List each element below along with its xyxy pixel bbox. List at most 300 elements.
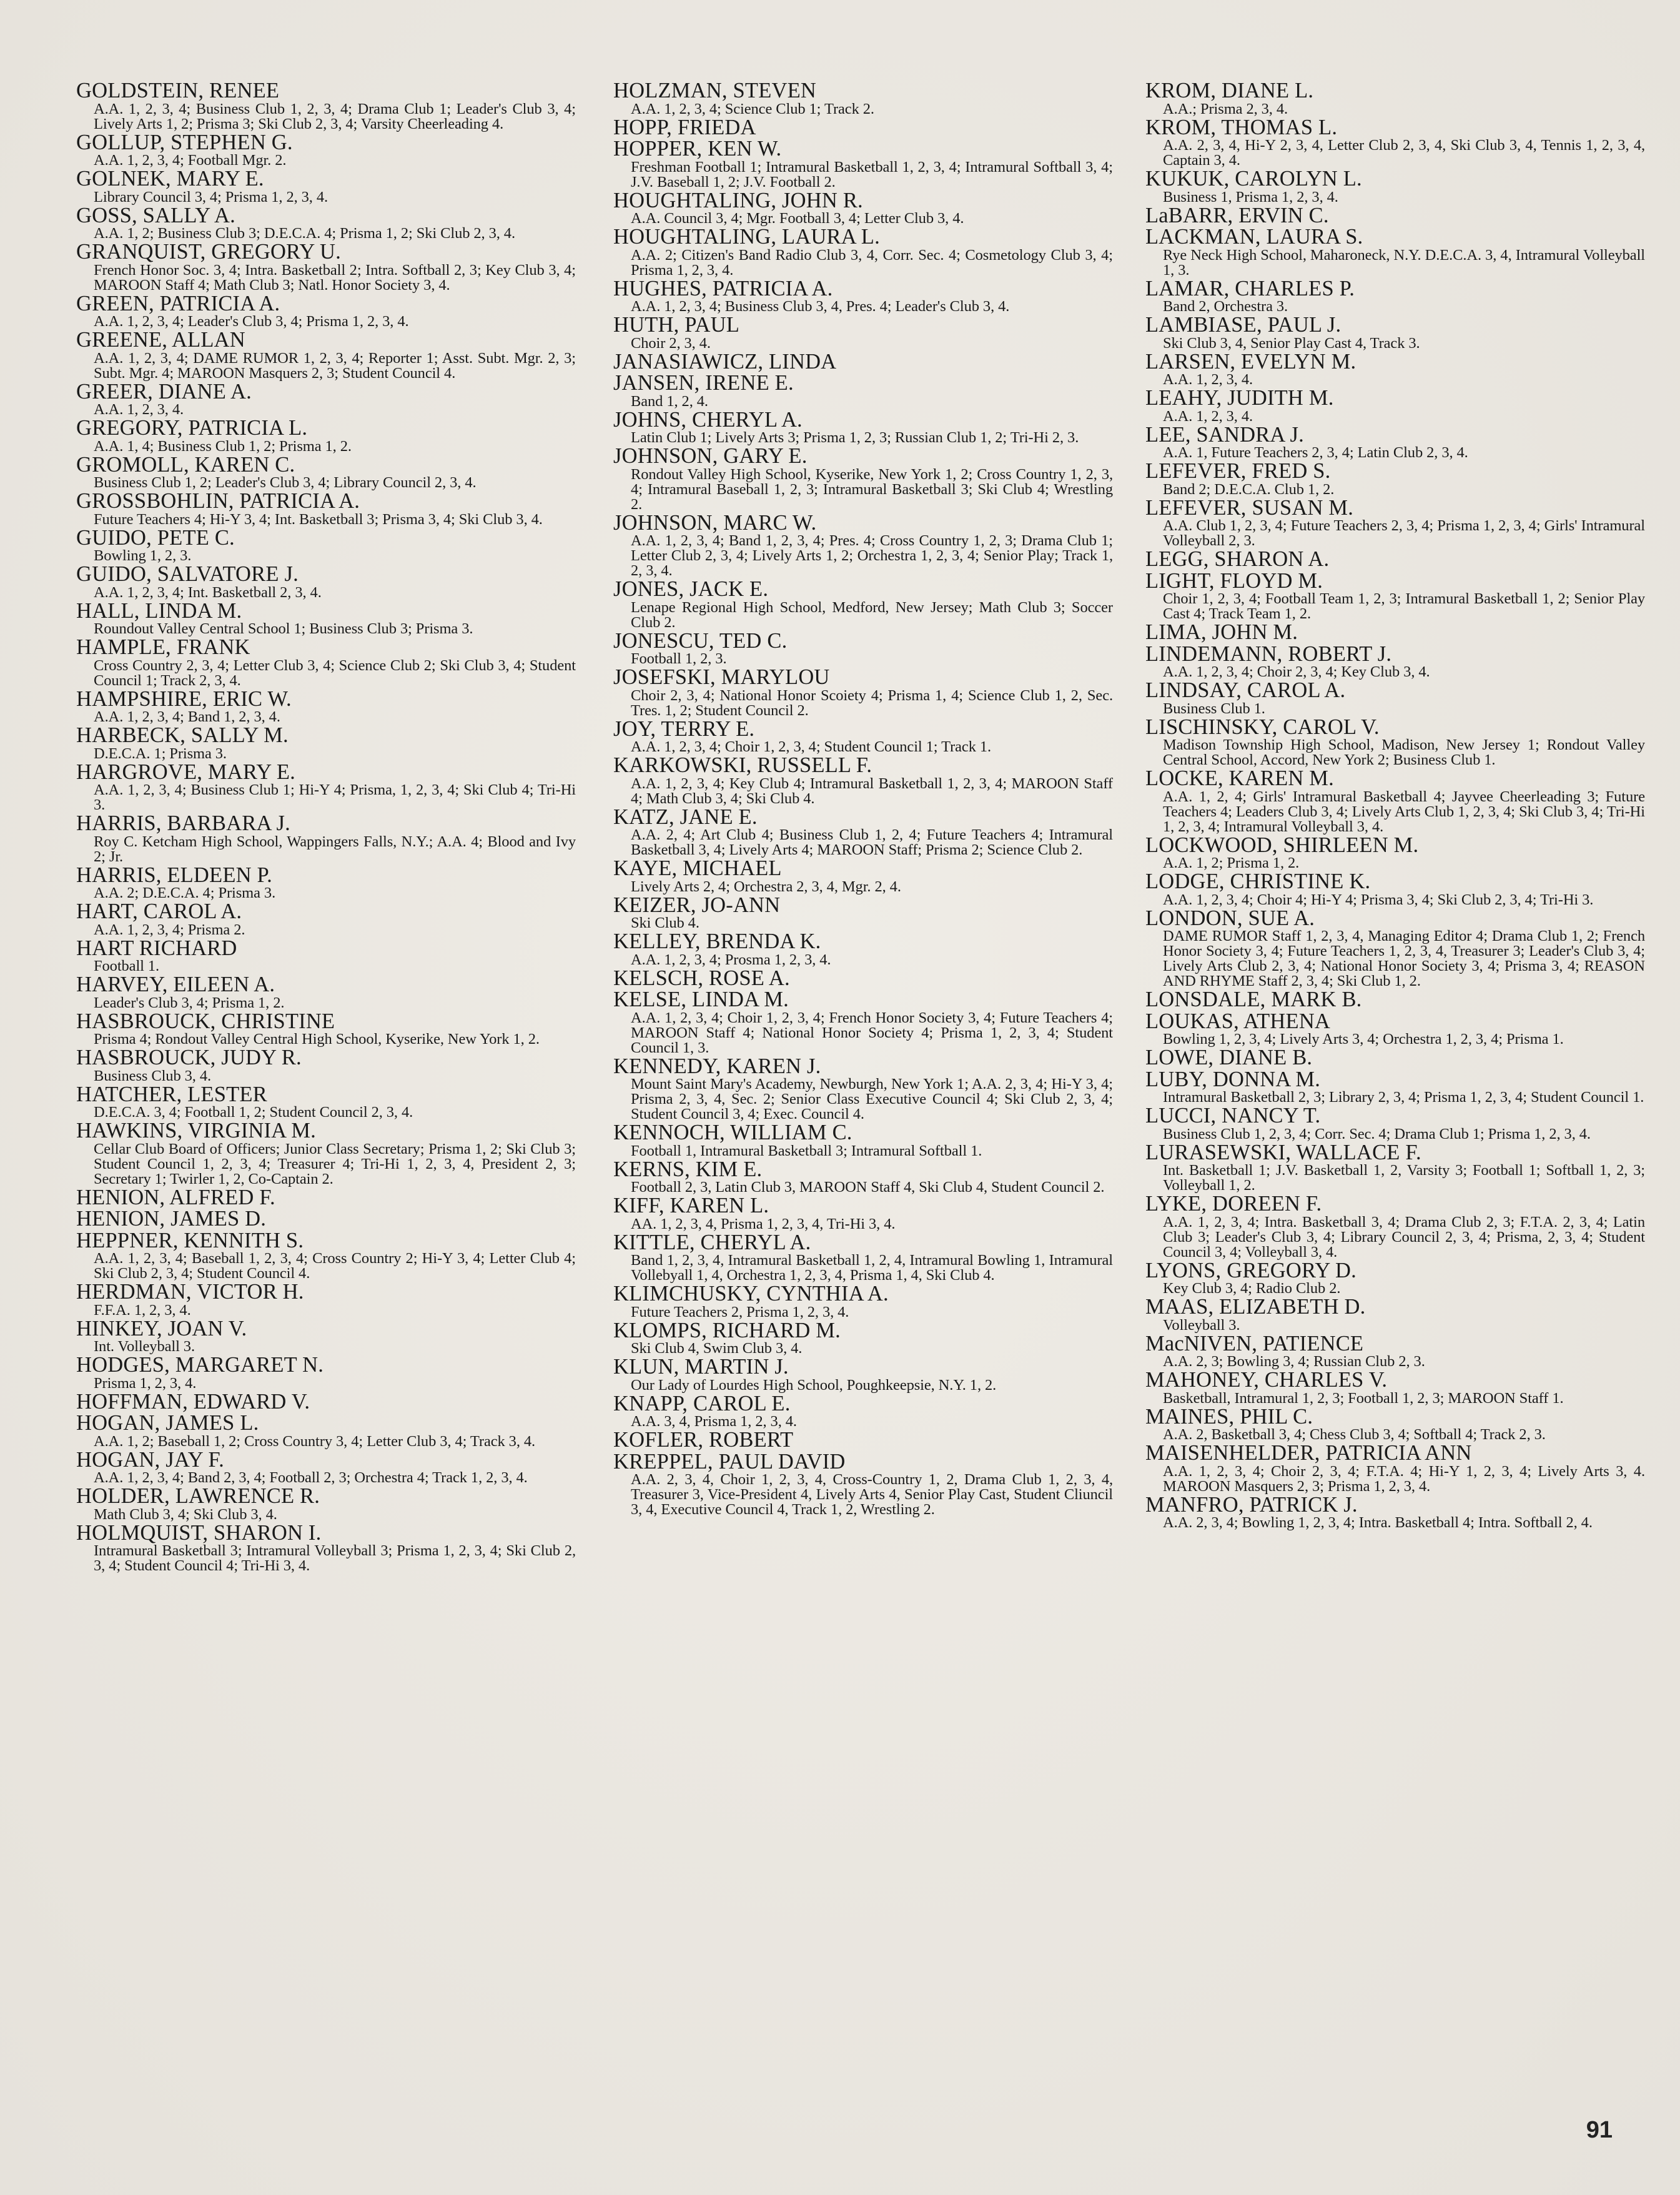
student-entry <box>1145 1442 1645 1494</box>
student-name: LEFEVER, FRED S. <box>1145 459 1331 483</box>
student-name: KNAPP, CAROL E. <box>613 1391 791 1415</box>
student-name: MacNIVEN, PATIENCE <box>1145 1331 1364 1355</box>
student-entry <box>76 241 576 293</box>
student-entry <box>1145 1369 1645 1406</box>
student-entry <box>613 968 1113 989</box>
student-activities: Library Council 3, 4; Prisma 1, 2, 3, 4. <box>94 188 329 206</box>
student-entry <box>613 1429 1113 1451</box>
student-name: LEGG, SHARON A. <box>1145 547 1330 571</box>
student-entry <box>1145 1193 1645 1260</box>
student-activities: French Honor Soc. 3, 4; Intra. Basketball 2; Intra. Softball 2, 3; Key Club 3, 4; MAROON Staff 4; Math Club 3; Natl. Honor Society 3, 4. <box>94 261 576 294</box>
student-name: KIFF, KAREN L. <box>613 1194 769 1217</box>
student-activities: A.A. 1, 2, 3, 4; Int. Basketball 2, 3, 4. <box>94 583 322 601</box>
student-name: JANASIAWICZ, LINDA <box>613 349 837 374</box>
student-activities: Roundout Valley Central School 1; Business Club 3; Prisma 3. <box>94 620 473 637</box>
student-activities: Ski Club 3, 4, Senior Play Cast 4, Track 3. <box>1163 334 1420 352</box>
student-entry <box>1145 1406 1645 1443</box>
student-name: JOSEFSKI, MARYLOU <box>613 665 830 689</box>
student-entry <box>1145 1142 1645 1194</box>
student-entry <box>613 409 1113 446</box>
student-name: HARRIS, BARBARA J. <box>76 811 290 835</box>
student-activities: A.A. 2, 3, 4, Choir 1, 2, 3, 4, Cross-Country 1, 2, Drama Club 1, 2, 3, 4, Treasurer 3, Vice-President 4, Lively Arts 4, Senior Play Cast, Student Cliuncil 3, 4, Executive Council 4, Track 1, 2, Wrestling 2. <box>631 1471 1113 1518</box>
student-activities: D.E.C.A. 1; Prisma 3. <box>94 745 227 762</box>
student-entry <box>1145 168 1645 205</box>
student-entry <box>1145 680 1645 716</box>
column-1 <box>76 80 576 1573</box>
student-name: JONESCU, TED C. <box>613 628 788 653</box>
student-entry <box>613 1283 1113 1320</box>
student-name: KREPPEL, PAUL DAVID <box>613 1449 846 1474</box>
student-activities: A.A. 1, 2, 3, 4; Band 1, 2, 3, 4. <box>94 708 280 725</box>
student-name: MAINES, PHIL C. <box>1145 1404 1313 1429</box>
student-entry <box>1145 1105 1645 1142</box>
student-entry <box>1145 497 1645 549</box>
student-name: KUKUK, CAROLYN L. <box>1145 167 1362 191</box>
student-entry <box>613 858 1113 894</box>
student-name: HARVEY, EILEEN A. <box>76 973 275 996</box>
student-activities: Bowling 1, 2, 3. <box>94 547 192 564</box>
student-name: KARKOWSKI, RUSSELL F. <box>613 753 872 777</box>
student-name: LAMAR, CHARLES P. <box>1145 276 1355 300</box>
student-name: HEPPNER, KENNITH S. <box>76 1228 304 1252</box>
student-entry <box>613 578 1113 630</box>
student-entry <box>76 938 576 974</box>
student-activities: Leader's Club 3, 4; Prisma 1, 2. <box>94 994 285 1011</box>
student-activities: Int. Basketball 1; J.V. Basketball 1, 2, Varsity 3; Football 1; Softball 1, 2, 3; Volleyball 1, 2. <box>1163 1162 1645 1194</box>
student-entry <box>613 80 1113 117</box>
student-entry <box>76 1011 576 1048</box>
student-activities: Our Lady of Lourdes High School, Poughkeepsie, N.Y. 1, 2. <box>631 1376 997 1394</box>
student-activities: Prisma 1, 2, 3, 4. <box>94 1374 197 1392</box>
student-name: GROSSBOHLIN, PATRICIA A. <box>76 489 360 513</box>
student-name: LOUKAS, ATHENA <box>1145 1009 1331 1033</box>
student-entry <box>1145 570 1645 622</box>
student-entry <box>613 226 1113 278</box>
student-name: HASBROUCK, JUDY R. <box>76 1046 302 1069</box>
student-entry <box>613 372 1113 409</box>
student-name: GOLLUP, STEPHEN G. <box>76 130 293 154</box>
student-name: HART RICHARD <box>76 936 237 960</box>
student-entry <box>1145 205 1645 227</box>
student-name: HAMPLE, FRANK <box>76 635 250 659</box>
student-activities: D.E.C.A. 3, 4; Football 1, 2; Student Council 2, 3, 4. <box>94 1104 413 1121</box>
student-activities: A.A. 1, 2, 3, 4; Football Mgr. 2. <box>94 152 287 169</box>
student-name: GREEN, PATRICIA A. <box>76 291 280 315</box>
student-name: LISCHINSKY, CAROL V. <box>1145 715 1380 739</box>
student-name: GREENE, ALLAN <box>76 328 245 352</box>
student-entry <box>613 630 1113 667</box>
student-name: KELSCH, ROSE A. <box>613 966 790 990</box>
student-entry <box>613 718 1113 755</box>
student-activities: A.A. 1, 2, 3, 4. <box>94 401 184 418</box>
student-name: KROM, THOMAS L. <box>1145 115 1338 139</box>
student-name: KAYE, MICHAEL <box>613 856 782 880</box>
student-activities: Band 1, 2, 4. <box>631 392 708 410</box>
student-name: HENION, ALFRED F. <box>76 1185 275 1209</box>
student-activities: Volleyball 3. <box>1163 1316 1240 1334</box>
student-activities: A.A. 1, 2, 3, 4; Intra. Basketball 3, 4; Drama Club 2, 3; F.T.A. 2, 3, 4; Latin Club 3; Leader's Club 3, 4; Library Council 2, 3, 4; Prisma, 2, 3, 4; Student Council 3, 4; Volleyball 3, 4. <box>1163 1213 1645 1261</box>
student-activities: A.A. 1, 2, 3, 4; Business Club 1; Hi-Y 4; Prisma, 1, 2, 3, 4; Ski Club 4; Tri-Hi 3. <box>94 781 576 813</box>
student-entry <box>1145 1047 1645 1069</box>
student-activities: Band 1, 2, 3, 4, Intramural Basketball 1, 2, 4, Intramural Bowling 1, Intramural Vollebyall 1, 4, Orchestra 1, 2, 3, 4, Prisma 1, 4, Ski Club 4. <box>631 1252 1113 1284</box>
student-activities: Lively Arts 2, 4; Orchestra 2, 3, 4, Mgr. 2, 4. <box>631 878 901 895</box>
student-activities: A.A. 2, 3; Bowling 3, 4; Russian Club 2, 3. <box>1163 1353 1425 1370</box>
student-entry <box>613 989 1113 1056</box>
student-activities: A.A. 1, 2, 3, 4; Prisma 2. <box>94 921 245 938</box>
student-activities: A.A. 1, 2, 3, 4. <box>1163 407 1253 425</box>
student-name: LARSEN, EVELYN M. <box>1145 349 1356 374</box>
student-entry <box>613 894 1113 931</box>
student-activities: A.A. 1, 2, 3, 4; Business Club 1, 2, 3, 4; Drama Club 1; Leader's Club 3, 4; Lively Arts 1, 2; Prisma 3; Ski Club 2, 3, 4; Varsity Cheerleading 4. <box>94 100 576 132</box>
student-entry <box>1145 548 1645 570</box>
student-name: HOLZMAN, STEVEN <box>613 79 816 102</box>
student-name: HOPP, FRIEDA <box>613 115 756 139</box>
student-name: HARGROVE, MARY E. <box>76 760 295 784</box>
student-activities: Intramural Basketball 2, 3; Library 2, 3, 4; Prisma 1, 2, 3, 4; Student Council 1. <box>1163 1089 1644 1106</box>
student-name: HERDMAN, VICTOR H. <box>76 1280 304 1304</box>
student-name: LYKE, DOREEN F. <box>1145 1192 1322 1216</box>
student-name: KELLEY, BRENDA K. <box>613 929 821 953</box>
student-activities: Business 1, Prisma 1, 2, 3, 4. <box>1163 188 1338 206</box>
student-entry <box>76 132 576 169</box>
student-entry <box>613 806 1113 858</box>
student-name: HAMPSHIRE, ERIC W. <box>76 686 292 711</box>
student-entry <box>76 725 576 761</box>
student-entry <box>1145 989 1645 1011</box>
student-entry <box>613 278 1113 315</box>
student-name: GOSS, SALLY A. <box>76 203 235 227</box>
student-entry <box>613 117 1113 139</box>
student-activities: A.A. Council 3, 4; Mgr. Football 3, 4; Letter Club 3, 4. <box>631 210 964 227</box>
student-entry <box>613 1159 1113 1196</box>
student-entry <box>1145 278 1645 315</box>
student-name: JONES, JACK E. <box>613 577 769 601</box>
student-name: MAAS, ELIZABETH D. <box>1145 1295 1366 1319</box>
student-entry <box>613 512 1113 579</box>
student-entry <box>76 637 576 688</box>
student-activities: A.A. 1, 2, 4; Girls' Intramural Basketball 4; Jayvee Cheerleading 3; Future Teachers 4; Leaders Club 3, 4; Lively Arts Club 1, 2, 3, 4; Ski Club 3, 4; Tri-Hi 1, 2, 3, 4; Intramural Volleyball 3, 4. <box>1163 788 1645 835</box>
student-entry <box>1145 1069 1645 1106</box>
student-entry <box>1145 1011 1645 1048</box>
student-entry <box>76 1047 576 1084</box>
student-name: GUIDO, PETE C. <box>76 525 235 550</box>
student-name: LYONS, GREGORY D. <box>1145 1258 1356 1282</box>
student-entry <box>1145 908 1645 989</box>
student-entry <box>1145 1260 1645 1297</box>
student-name: LEFEVER, SUSAN M. <box>1145 495 1354 520</box>
student-entry <box>76 1412 576 1449</box>
student-activities: Latin Club 1; Lively Arts 3; Prisma 1, 2, 3; Russian Club 1, 2; Tri-Hi 2, 3. <box>631 429 1079 446</box>
student-entry <box>1145 716 1645 768</box>
student-name: HASBROUCK, CHRISTINE <box>76 1009 335 1033</box>
student-entry <box>1145 226 1645 278</box>
student-name: HUGHES, PATRICIA A. <box>613 276 833 300</box>
student-entry <box>1145 1494 1645 1531</box>
student-entry <box>613 1320 1113 1357</box>
student-activities: Business Club 1, 2, 3, 4; Corr. Sec. 4; Drama Club 1; Prisma 1, 2, 3, 4. <box>1163 1125 1591 1142</box>
student-name: HOGAN, JAMES L. <box>76 1411 259 1435</box>
student-name: KEIZER, JO-ANN <box>613 893 781 917</box>
student-activities: DAME RUMOR Staff 1, 2, 3, 4, Managing Editor 4; Drama Club 1, 2; French Honor Society 3, 4; Future Teachers 1, 2, 3, 4, Treasurer 3; Leader's Club 3, 4; Lively Arts Club 2, 3, 4; National Honor Society 3, 4; Prisma 3, 4; REASON AND RHYME Staff 2, 3, 4; Ski Club 1, 2. <box>1163 928 1645 989</box>
student-entry <box>76 813 576 865</box>
student-name: JOHNSON, GARY E. <box>613 444 808 468</box>
student-entry <box>1145 622 1645 643</box>
student-activities: A.A. 1, 2, 3, 4; Band 1, 2, 3, 4; Pres. 4; Cross Country 1, 2, 3; Drama Club 1; Letter Club 2, 3, 4; Lively Arts 1, 2; Orchestra 1, 2, 3, 4; Senior Play; Track 1, 2, 3, 4. <box>631 532 1113 579</box>
student-entry <box>1145 387 1645 424</box>
student-activities: A.A. 1, 2, 3, 4; DAME RUMOR 1, 2, 3, 4; Reporter 1; Asst. Subt. Mgr. 2, 3; Subt. Mgr. 4; MAROON Masquers 2, 3; Student Council 4. <box>94 349 576 382</box>
student-entry <box>76 1449 576 1486</box>
student-name: JOHNSON, MARC W. <box>613 510 817 535</box>
student-name: LUCCI, NANCY T. <box>1145 1104 1321 1127</box>
student-activities: Band 2; D.E.C.A. Club 1, 2. <box>1163 480 1335 498</box>
student-name: KITTLE, CHERYL A. <box>613 1230 811 1254</box>
student-entry <box>76 1187 576 1209</box>
student-name: LODGE, CHRISTINE K. <box>1145 870 1371 893</box>
student-activities: A.A. 1, 2, 3, 4; Choir 2, 3, 4; Key Club 3, 4. <box>1163 663 1430 680</box>
student-entry <box>613 1056 1113 1122</box>
student-entry <box>613 314 1113 351</box>
student-entry <box>76 329 576 381</box>
student-name: LAMBIASE, PAUL J. <box>1145 313 1342 337</box>
student-activities: A.A. 1, 2, 3, 4; Business Club 3, 4, Pres. 4; Leader's Club 3, 4. <box>631 298 1010 315</box>
student-entry <box>613 1195 1113 1232</box>
student-entry <box>76 381 576 418</box>
student-entry <box>613 138 1113 190</box>
student-entry <box>76 1084 576 1121</box>
student-entry <box>1145 1296 1645 1333</box>
student-entry <box>76 974 576 1011</box>
student-name: GUIDO, SALVATORE J. <box>76 562 299 586</box>
student-entry <box>1145 768 1645 835</box>
student-name: HATCHER, LESTER <box>76 1082 267 1106</box>
student-entry <box>613 1232 1113 1284</box>
column-2 <box>613 80 1113 1517</box>
student-name: KELSE, LINDA M. <box>613 988 789 1011</box>
student-activities: A.A. 1, 2, 3, 4; Leader's Club 3, 4; Prisma 1, 2, 3, 4. <box>94 313 409 330</box>
student-name: HOGAN, JAY F. <box>76 1447 224 1472</box>
student-activities: Football 2, 3, Latin Club 3, MAROON Staff 4, Ski Club 4, Student Council 2. <box>631 1179 1105 1196</box>
student-activities: A.A. 1, 2, 3, 4; Choir 1, 2, 3, 4; Student Council 1; Track 1. <box>631 738 992 755</box>
student-entry <box>1145 643 1645 680</box>
student-entry <box>613 755 1113 806</box>
student-activities: A.A. 1, 2, 3, 4; Choir 2, 3, 4; F.T.A. 4; Hi-Y 1, 2, 3, 4; Lively Arts 3, 4. MAROON Masquers 2, 3; Prisma 1, 2, 3, 4. <box>1163 1462 1645 1495</box>
student-activities: F.F.A. 1, 2, 3, 4. <box>94 1301 191 1319</box>
student-entry <box>1145 1333 1645 1370</box>
student-activities: A.A. 1, 2; Prisma 1, 2. <box>1163 855 1300 871</box>
student-activities: Math Club 3, 4; Ski Club 3, 4. <box>94 1505 277 1523</box>
student-name: LACKMAN, LAURA S. <box>1145 225 1363 249</box>
student-name: HOFFMAN, EDWARD V. <box>76 1389 310 1414</box>
student-entry <box>76 600 576 637</box>
student-entry <box>613 1356 1113 1393</box>
student-entry <box>613 445 1113 512</box>
student-activities: Cross Country 2, 3, 4; Letter Club 3, 4; Science Club 2; Ski Club 3, 4; Student Council 1; Track 2, 3, 4. <box>94 657 576 689</box>
student-name: LONDON, SUE A. <box>1145 906 1315 930</box>
student-name: KLIMCHUSKY, CYNTHIA A. <box>613 1282 889 1306</box>
student-activities: Football 1. <box>94 958 160 974</box>
student-activities: A.A. Club 1, 2, 3, 4; Future Teachers 2, 3, 4; Prisma 1, 2, 3, 4; Girls' Intramural Volleyball 2, 3. <box>1163 517 1645 549</box>
student-activities: A.A. 1, 4; Business Club 1, 2; Prisma 1, 2. <box>94 437 352 455</box>
student-activities: A.A. 2, 3, 4; Bowling 1, 2, 3, 4; Intra. Basketball 4; Intra. Softball 2, 4. <box>1163 1514 1593 1531</box>
student-name: HARBECK, SALLY M. <box>76 723 289 747</box>
student-name: LIMA, JOHN M. <box>1145 620 1298 644</box>
student-activities: A.A. 1, 2, 3, 4; Band 2, 3, 4; Football 2, 3; Orchestra 4; Track 1, 2, 3, 4. <box>94 1469 528 1486</box>
student-entry <box>613 931 1113 968</box>
student-activities: Business Club 1. <box>1163 700 1265 717</box>
student-entry <box>76 1208 576 1230</box>
student-name: HARRIS, ELDEEN P. <box>76 863 272 887</box>
column-3 <box>1145 80 1645 1530</box>
student-name: LEAHY, JUDITH M. <box>1145 386 1334 410</box>
student-entry <box>76 454 576 491</box>
student-name: LONSDALE, MARK B. <box>1145 988 1362 1011</box>
student-entry <box>76 490 576 527</box>
student-entry <box>1145 424 1645 461</box>
student-name: LUBY, DONNA M. <box>1145 1067 1321 1091</box>
student-activities: AA. 1, 2, 3, 4, Prisma 1, 2, 3, 4, Tri-Hi 3, 4. <box>631 1215 896 1232</box>
student-entry <box>613 1451 1113 1518</box>
student-name: GREGORY, PATRICIA L. <box>76 416 308 440</box>
student-activities: Madison Township High School, Madison, New Jersey 1; Rondout Valley Central School, Accord, New York 2; Business Club 1. <box>1163 736 1645 768</box>
student-activities: Rye Neck High School, Maharoneck, N.Y. D.E.C.A. 3, 4, Intramural Volleyball 1, 3. <box>1163 246 1645 279</box>
student-activities: Future Teachers 2, Prisma 1, 2, 3, 4. <box>631 1303 849 1320</box>
student-name: LOCKWOOD, SHIRLEEN M. <box>1145 833 1419 857</box>
student-name: MAHONEY, CHARLES V. <box>1145 1368 1388 1392</box>
student-entry <box>613 666 1113 718</box>
student-entry <box>613 1122 1113 1159</box>
student-name: LINDSAY, CAROL A. <box>1145 678 1346 702</box>
student-name: KLUN, MARTIN J. <box>613 1355 789 1379</box>
student-name: KENNEDY, KAREN J. <box>613 1054 821 1078</box>
student-activities: Mount Saint Mary's Academy, Newburgh, New York 1; A.A. 2, 3, 4; Hi-Y 3, 4; Prisma 2, 3, 4, Sec. 2; Senior Class Executive Council 4; Ski Club 2, 3, 4; Student Council 3, 4; Exec. Council 4. <box>631 1076 1113 1122</box>
student-activities: Prisma 4; Rondout Valley Central High School, Kyserike, New York 1, 2. <box>94 1031 540 1048</box>
student-activities: Bowling 1, 2, 3, 4; Lively Arts 3, 4; Orchestra 1, 2, 3, 4; Prisma 1. <box>1163 1031 1564 1048</box>
student-activities: A.A. 2, 3, 4, Hi-Y 2, 3, 4, Letter Club 2, 3, 4, Ski Club 3, 4, Tennis 1, 2, 3, 4, Captain 3, 4. <box>1163 137 1645 169</box>
student-name: HOLDER, LAWRENCE R. <box>76 1484 320 1508</box>
student-entry <box>76 1391 576 1413</box>
student-entry <box>1145 835 1645 871</box>
student-name: LaBARR, ERVIN C. <box>1145 203 1329 227</box>
student-name: HALL, LINDA M. <box>76 598 242 623</box>
student-activities: A.A. 1, 2, 3, 4; Choir 1, 2, 3, 4; French Honor Society 3, 4; Future Teachers 4; MAROON Staff 4; National Honor Society 4; Prisma 1, 2, 3, 4; Student Council 1, 3. <box>631 1009 1113 1056</box>
student-entry <box>1145 871 1645 908</box>
student-entry <box>76 688 576 725</box>
student-name: GREER, DIANE A. <box>76 379 252 404</box>
student-activities: A.A. 2; Citizen's Band Radio Club 3, 4, Corr. Sec. 4; Cosmetology Club 3, 4; Prisma 1, 2, 3, 4. <box>631 246 1113 279</box>
student-activities: A.A. 1, 2; Business Club 3; D.E.C.A. 4; Prisma 1, 2; Ski Club 2, 3, 4. <box>94 225 515 242</box>
student-entry <box>76 1281 576 1318</box>
student-entry <box>76 168 576 205</box>
student-name: GROMOLL, KAREN C. <box>76 452 295 477</box>
student-name: MANFRO, PATRICK J. <box>1145 1492 1358 1517</box>
student-activities: Rondout Valley High School, Kyserike, New York 1, 2; Cross Country 1, 2, 3, 4; Intramural Baseball 1, 2, 3; Intramural Basketball 3; Ski Club 4; Wrestling 2. <box>631 465 1113 513</box>
student-entry <box>1145 460 1645 497</box>
student-name: LINDEMANN, ROBERT J. <box>1145 642 1392 666</box>
student-activities: A.A. 1, 2, 3, 4. <box>1163 371 1253 388</box>
student-name: JOY, TERRY E. <box>613 716 755 741</box>
student-name: HAWKINS, VIRGINIA M. <box>76 1119 316 1142</box>
student-activities: Int. Volleyball 3. <box>94 1338 195 1355</box>
student-entry <box>1145 351 1645 388</box>
student-entry <box>76 1318 576 1355</box>
student-activities: A.A. 2; D.E.C.A. 4; Prisma 3. <box>94 884 276 901</box>
student-activities: Future Teachers 4; Hi-Y 3, 4; Int. Basketball 3; Prisma 3, 4; Ski Club 3, 4. <box>94 510 543 528</box>
student-name: HOUGHTALING, LAURA L. <box>613 225 880 249</box>
student-activities: A.A. 3, 4, Prisma 1, 2, 3, 4. <box>631 1413 797 1430</box>
student-activities: Ski Club 4, Swim Club 3, 4. <box>631 1340 803 1357</box>
student-entry <box>76 1485 576 1522</box>
student-activities: A.A. 1, 2, 3, 4; Key Club 4; Intramural Basketball 1, 2, 3, 4; MAROON Staff 4; Math Club 3, 4; Ski Club 4. <box>631 775 1113 807</box>
student-activities: Football 1, Intramural Basketball 3; Intramural Softball 1. <box>631 1142 982 1159</box>
student-entry <box>76 1120 576 1187</box>
student-activities: A.A. 2, 4; Art Club 4; Business Club 1, 2, 4; Future Teachers 4; Intramural Basketball 3, 4; Lively Arts 4; MAROON Staff; Prisma 2; Science Club 2. <box>631 826 1113 858</box>
student-activities: A.A.; Prisma 2, 3, 4. <box>1163 100 1288 117</box>
student-entry <box>613 351 1113 373</box>
student-name: GRANQUIST, GREGORY U. <box>76 240 341 264</box>
student-entry <box>76 901 576 938</box>
student-activities: A.A. 2, Basketball 3, 4; Chess Club 3, 4; Softball 4; Track 2, 3. <box>1163 1426 1546 1443</box>
student-entry <box>76 293 576 330</box>
student-activities: Cellar Club Board of Officers; Junior Class Secretary; Prisma 1, 2; Ski Club 3; Student Council 1, 2, 3, 4; Treasurer 4; Tri-Hi 1, 2, 3, 4, President 2, 3; Secretary 1; Twirler 1, 2, Co-Captain 2. <box>94 1140 576 1187</box>
student-entry <box>613 1393 1113 1430</box>
student-activities: Business Club 3, 4. <box>94 1067 211 1084</box>
student-activities: Basketball, Intramural 1, 2, 3; Football 1, 2, 3; MAROON Staff 1. <box>1163 1389 1564 1407</box>
student-activities: Football 1, 2, 3. <box>631 650 727 667</box>
student-name: KENNOCH, WILLIAM C. <box>613 1121 852 1144</box>
student-name: MAISENHELDER, PATRICIA ANN <box>1145 1441 1472 1465</box>
student-activities: A.A. 1, 2, 3, 4; Choir 4; Hi-Y 4; Prisma 3, 4; Ski Club 2, 3, 4; Tri-Hi 3. <box>1163 891 1594 908</box>
student-name: HODGES, MARGARET N. <box>76 1353 324 1377</box>
student-entry <box>76 205 576 242</box>
student-name: GOLNEK, MARY E. <box>76 167 264 191</box>
student-activities: Choir 1, 2, 3, 4; Football Team 1, 2, 3; Intramural Basketball 1, 2; Senior Play Cast 4; Track Team 1, 2. <box>1163 590 1645 622</box>
student-name: LOCKE, KAREN M. <box>1145 766 1334 790</box>
student-activities: Roy C. Ketcham High School, Wappingers Falls, N.Y.; A.A. 4; Blood and Ivy 2; Jr. <box>94 833 576 865</box>
student-name: HUTH, PAUL <box>613 313 739 337</box>
student-name: JOHNS, CHERYL A. <box>613 407 803 432</box>
student-entry <box>76 1522 576 1574</box>
student-entry <box>1145 314 1645 351</box>
student-entry <box>1145 117 1645 169</box>
student-name: HOPPER, KEN W. <box>613 137 782 161</box>
student-name: GOLDSTEIN, RENEE <box>76 79 280 102</box>
student-name: LIGHT, FLOYD M. <box>1145 568 1323 593</box>
student-entry <box>76 527 576 564</box>
student-entry <box>613 190 1113 227</box>
student-activities: Choir 2, 3, 4. <box>631 334 711 352</box>
student-entry <box>76 417 576 454</box>
page-number: 91 <box>1586 2117 1613 2143</box>
student-activities: Key Club 3, 4; Radio Club 2. <box>1163 1280 1341 1297</box>
student-name: HOUGHTALING, JOHN R. <box>613 188 863 212</box>
student-entry <box>76 865 576 901</box>
student-entry <box>76 1230 576 1282</box>
student-name: JANSEN, IRENE E. <box>613 371 794 395</box>
student-name: HENION, JAMES D. <box>76 1207 267 1231</box>
student-name: KOFLER, ROBERT <box>613 1428 794 1452</box>
student-activities: Band 2, Orchestra 3. <box>1163 298 1288 315</box>
student-name: HINKEY, JOAN V. <box>76 1316 247 1340</box>
student-name: LURASEWSKI, WALLACE F. <box>1145 1140 1421 1164</box>
student-name: KROM, DIANE L. <box>1145 79 1314 102</box>
student-entry <box>76 761 576 813</box>
student-activities: Business Club 1, 2; Leader's Club 3, 4; Library Council 2, 3, 4. <box>94 474 477 491</box>
student-activities: Choir 2, 3, 4; National Honor Scoiety 4; Prisma 1, 4; Science Club 1, 2, Sec. Tres. 1, 2; Student Council 2. <box>631 686 1113 719</box>
student-activities: Intramural Basketball 3; Intramural Volleyball 3; Prisma 1, 2, 3, 4; Ski Club 2, 3, 4; Student Council 4; Tri-Hi 3, 4. <box>94 1542 576 1574</box>
student-activities: A.A. 1, 2, 3, 4; Science Club 1; Track 2. <box>631 100 874 117</box>
student-entry <box>76 80 576 132</box>
student-name: KLOMPS, RICHARD M. <box>613 1318 841 1342</box>
